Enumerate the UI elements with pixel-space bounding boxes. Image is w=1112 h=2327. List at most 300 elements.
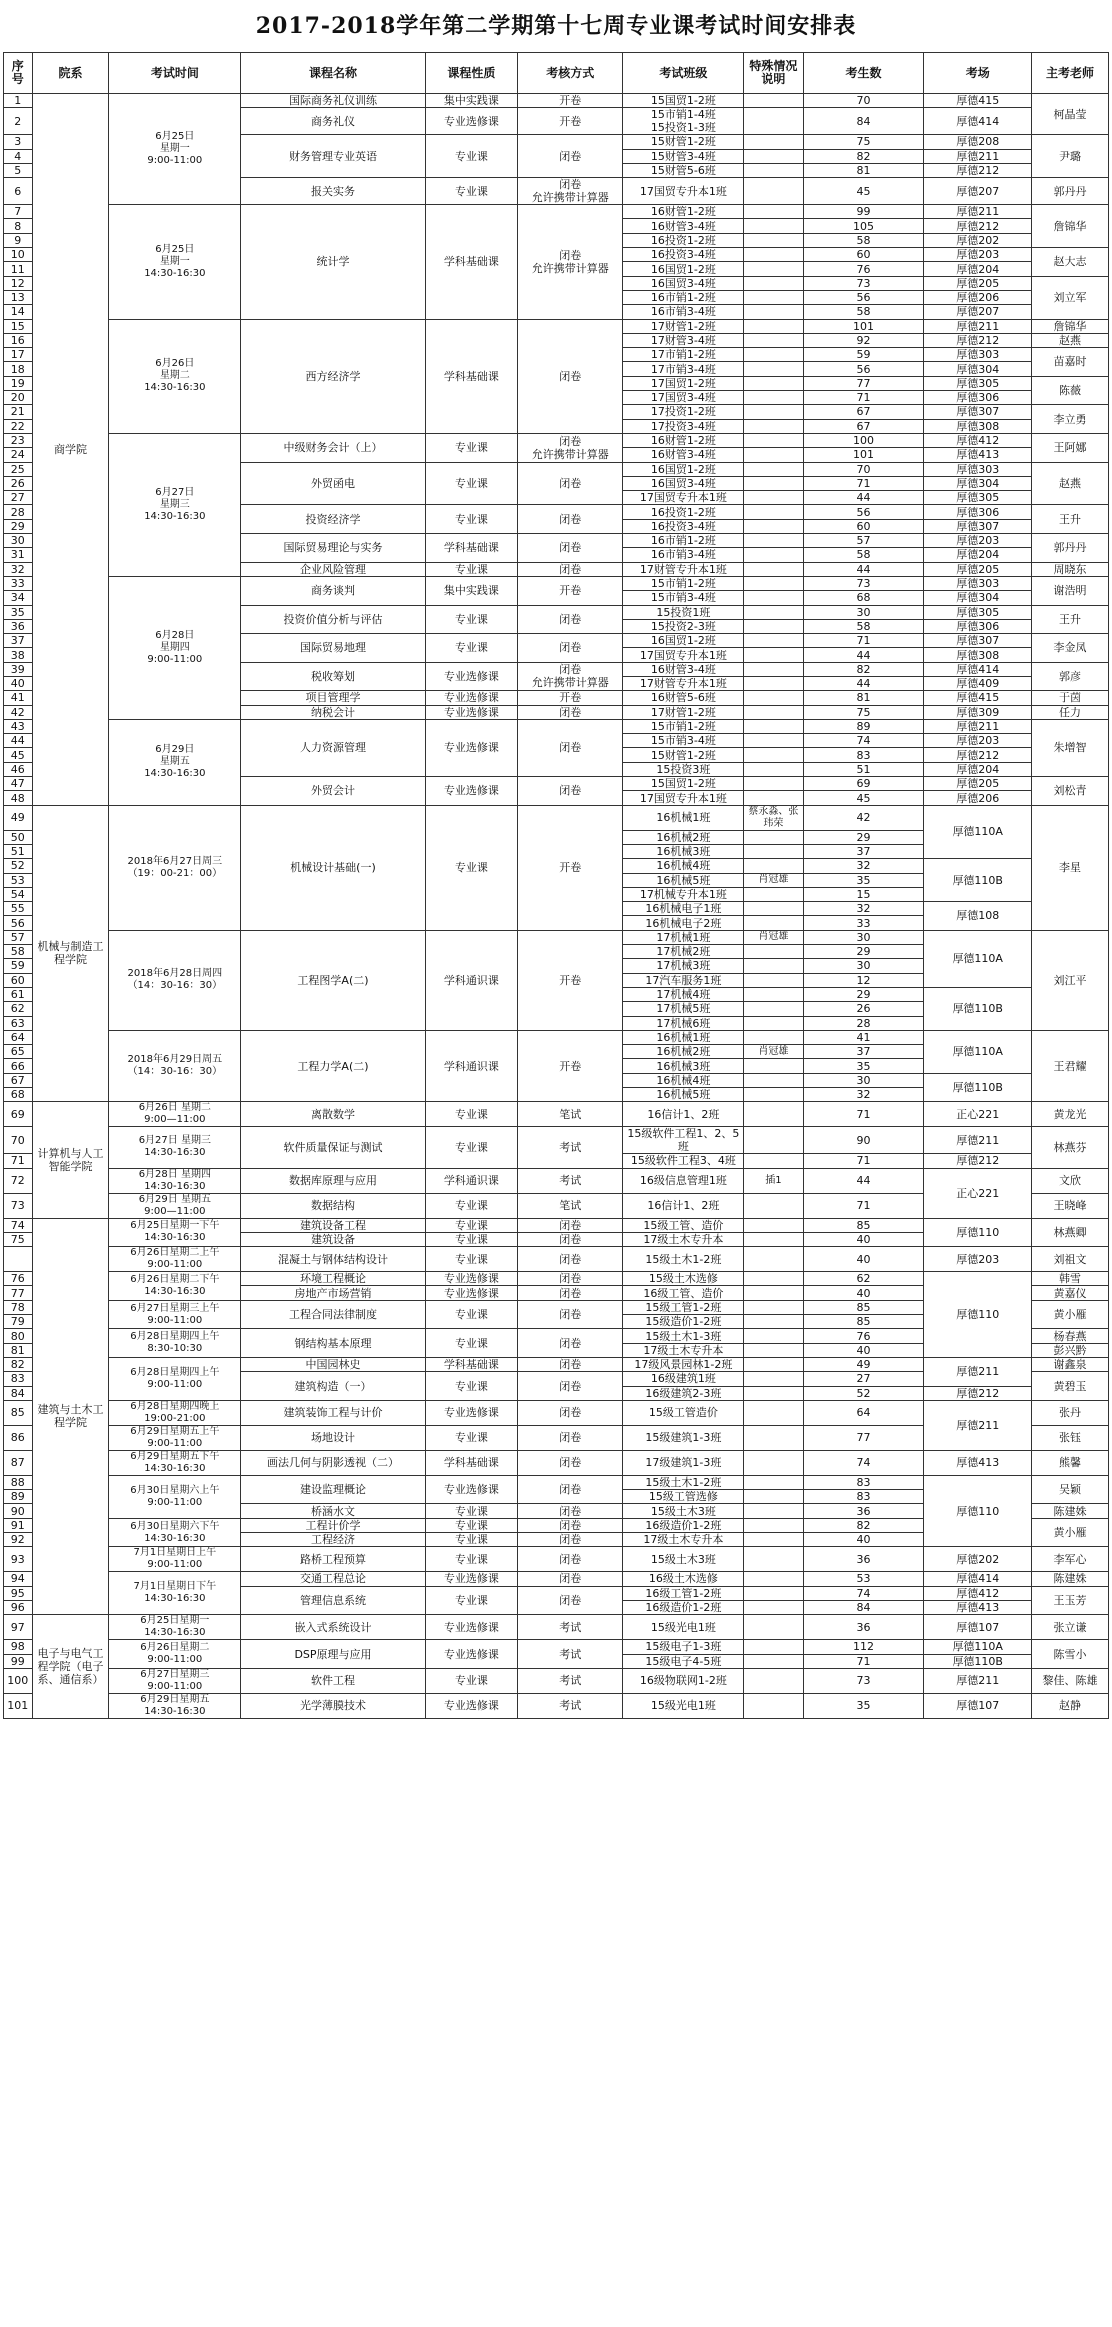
- cell-special-note: [744, 705, 803, 719]
- cell-student-count: 30: [803, 959, 924, 973]
- cell-course-type: 学科通识课: [425, 1030, 517, 1101]
- header-exam-class: 考试班级: [623, 53, 744, 94]
- cell-student-count: 105: [803, 219, 924, 233]
- cell-special-note: [744, 348, 803, 362]
- cell-student-count: 41: [803, 1030, 924, 1044]
- cell-examiner: 李立勇: [1032, 405, 1109, 434]
- cell-exam-room: 厚德110A: [924, 1030, 1032, 1073]
- cell-department: 计算机与人工智能学院: [32, 1102, 109, 1218]
- cell-examiner: 任力: [1032, 705, 1109, 719]
- cell-exam-method: 闭卷: [518, 1450, 623, 1475]
- cell-index: [4, 1247, 33, 1272]
- cell-exam-class: 17机械2班: [623, 945, 744, 959]
- cell-index: 85: [4, 1400, 33, 1425]
- cell-course-type: 专业课: [425, 805, 517, 930]
- cell-special-note: 肖冠雄: [744, 873, 803, 887]
- cell-course-name: 混凝土与钢体结构设计: [241, 1247, 426, 1272]
- cell-course-type: 专业选修课: [425, 1400, 517, 1425]
- cell-course-name: 国际贸易理论与实务: [241, 534, 426, 563]
- cell-special-note: 插1: [744, 1168, 803, 1193]
- table-row: [4, 1547, 1109, 1572]
- cell-course-name: 管理信息系统: [241, 1586, 426, 1615]
- cell-exam-class: 17国贸专升本1班: [623, 491, 744, 505]
- cell-index: 71: [4, 1154, 33, 1168]
- cell-exam-class: 16投资3-4班: [623, 519, 744, 533]
- cell-special-note: [744, 1654, 803, 1668]
- cell-exam-class: 15市销1-4班 15投资1-3班: [623, 108, 744, 135]
- cell-exam-room: 厚德110B: [924, 1073, 1032, 1102]
- cell-exam-room: 厚德307: [924, 634, 1032, 648]
- cell-exam-room: 厚德307: [924, 405, 1032, 419]
- cell-exam-class: 17投资1-2班: [623, 405, 744, 419]
- cell-exam-method: 考试: [518, 1693, 623, 1718]
- cell-special-note: [744, 1586, 803, 1600]
- cell-exam-room: 厚德110A: [924, 805, 1032, 859]
- cell-special-note: [744, 777, 803, 791]
- cell-special-note: [744, 319, 803, 333]
- cell-exam-class: 15级土木3班: [623, 1547, 744, 1572]
- cell-exam-class: 16机械1班: [623, 805, 744, 830]
- cell-student-count: 84: [803, 1600, 924, 1614]
- cell-exam-time: 2018年6月27日周三 （19：00-21：00）: [109, 805, 241, 930]
- cell-course-type: 专业课: [425, 1533, 517, 1547]
- cell-exam-method: 闭卷: [518, 705, 623, 719]
- cell-examiner: 柯晶莹: [1032, 94, 1109, 135]
- cell-exam-room: 厚德415: [924, 691, 1032, 705]
- cell-exam-room: 厚德414: [924, 108, 1032, 135]
- cell-exam-class: 17财管专升本1班: [623, 562, 744, 576]
- cell-exam-class: 15级建筑1-3班: [623, 1425, 744, 1450]
- cell-exam-room: 厚德110: [924, 1272, 1032, 1358]
- cell-special-note: [744, 1232, 803, 1246]
- cell-course-type: 专业课: [425, 605, 517, 634]
- cell-index: 78: [4, 1300, 33, 1314]
- cell-exam-method: 闭卷: [518, 1572, 623, 1586]
- cell-examiner: 刘江平: [1032, 930, 1109, 1030]
- cell-student-count: 44: [803, 648, 924, 662]
- cell-student-count: 32: [803, 902, 924, 916]
- cell-exam-class: 15市销1-2班: [623, 719, 744, 733]
- cell-exam-class: 17市销1-2班: [623, 348, 744, 362]
- cell-index: 2: [4, 108, 33, 135]
- cell-special-note: [744, 662, 803, 676]
- cell-special-note: [744, 916, 803, 930]
- cell-examiner: 杨春燕: [1032, 1329, 1109, 1343]
- cell-exam-time: 6月25日星期一下午 14:30-16:30: [109, 1218, 241, 1247]
- cell-exam-method: 考试: [518, 1127, 623, 1168]
- cell-special-note: [744, 94, 803, 108]
- cell-index: 43: [4, 719, 33, 733]
- cell-exam-class: 16财管3-4班: [623, 448, 744, 462]
- cell-examiner: 陈薇: [1032, 376, 1109, 405]
- cell-student-count: 99: [803, 205, 924, 219]
- header-exam-time: 考试时间: [109, 53, 241, 94]
- cell-exam-room: 厚德202: [924, 1547, 1032, 1572]
- table-row: [4, 576, 1109, 590]
- cell-course-name: 场地设计: [241, 1425, 426, 1450]
- cell-exam-method: 闭卷: [518, 1300, 623, 1329]
- cell-exam-method: 闭卷: [518, 1518, 623, 1532]
- cell-student-count: 26: [803, 1002, 924, 1016]
- cell-exam-room: 厚德204: [924, 548, 1032, 562]
- cell-exam-room: 厚德203: [924, 534, 1032, 548]
- cell-exam-class: 15级工管、造价: [623, 1218, 744, 1232]
- cell-student-count: 58: [803, 548, 924, 562]
- cell-student-count: 85: [803, 1315, 924, 1329]
- cell-exam-class: 16级物联网1-2班: [623, 1668, 744, 1693]
- cell-index: 74: [4, 1218, 33, 1232]
- cell-student-count: 71: [803, 1193, 924, 1218]
- cell-student-count: 32: [803, 1088, 924, 1102]
- cell-index: 21: [4, 405, 33, 419]
- cell-exam-class: 16机械2班: [623, 830, 744, 844]
- cell-exam-class: 17机械4班: [623, 987, 744, 1001]
- cell-exam-time: 6月30日星期六上午 9:00-11:00: [109, 1475, 241, 1518]
- cell-course-name: 企业风险管理: [241, 562, 426, 576]
- cell-exam-room: 厚德413: [924, 1450, 1032, 1475]
- cell-special-note: [744, 262, 803, 276]
- cell-exam-time: 6月25日星期一 14:30-16:30: [109, 1615, 241, 1640]
- cell-course-type: 专业课: [425, 178, 517, 205]
- header-index: 序号: [4, 53, 33, 94]
- cell-student-count: 82: [803, 1518, 924, 1532]
- cell-exam-room: 厚德108: [924, 902, 1032, 931]
- cell-index: 31: [4, 548, 33, 562]
- cell-exam-time: 6月30日星期六下午 14:30-16:30: [109, 1518, 241, 1547]
- cell-course-type: 学科基础课: [425, 534, 517, 563]
- cell-exam-time: 6月28日星期四上午 9:00-11:00: [109, 1357, 241, 1400]
- cell-index: 53: [4, 873, 33, 887]
- cell-course-type: 专业选修课: [425, 719, 517, 776]
- cell-student-count: 83: [803, 1475, 924, 1489]
- cell-course-type: 专业选修课: [425, 1272, 517, 1286]
- cell-exam-method: 闭卷: [518, 1547, 623, 1572]
- cell-exam-time: 6月28日星期四晚上 19:00-21:00: [109, 1400, 241, 1425]
- cell-index: 90: [4, 1504, 33, 1518]
- cell-student-count: 28: [803, 1016, 924, 1030]
- cell-special-note: [744, 634, 803, 648]
- cell-index: 47: [4, 777, 33, 791]
- cell-special-note: [744, 691, 803, 705]
- cell-exam-class: 16投资1-2班: [623, 505, 744, 519]
- cell-student-count: 77: [803, 376, 924, 390]
- header-course-name: 课程名称: [241, 53, 426, 94]
- cell-student-count: 89: [803, 719, 924, 733]
- cell-special-note: [744, 1329, 803, 1343]
- cell-exam-class: 16国贸3-4班: [623, 276, 744, 290]
- cell-index: 13: [4, 290, 33, 304]
- cell-student-count: 30: [803, 605, 924, 619]
- cell-student-count: 81: [803, 163, 924, 177]
- cell-exam-class: 16财管3-4班: [623, 662, 744, 676]
- cell-special-note: [744, 1640, 803, 1654]
- cell-examiner: 陈建姝: [1032, 1572, 1109, 1586]
- cell-special-note: [744, 748, 803, 762]
- cell-exam-class: 17国贸专升本1班: [623, 178, 744, 205]
- cell-student-count: 36: [803, 1504, 924, 1518]
- cell-course-name: 人力资源管理: [241, 719, 426, 776]
- cell-student-count: 76: [803, 1329, 924, 1343]
- cell-exam-room: 厚德204: [924, 262, 1032, 276]
- cell-exam-method: 闭卷: [518, 1232, 623, 1246]
- cell-student-count: 44: [803, 562, 924, 576]
- cell-course-name: 纳税会计: [241, 705, 426, 719]
- cell-exam-time: 7月1日星期日上午 9:00-11:00: [109, 1547, 241, 1572]
- cell-course-type: 专业课: [425, 1329, 517, 1358]
- cell-examiner: 张立谦: [1032, 1615, 1109, 1640]
- cell-special-note: [744, 433, 803, 447]
- cell-student-count: 58: [803, 233, 924, 247]
- cell-exam-class: 15财管3-4班: [623, 149, 744, 163]
- cell-exam-room: 厚德110A: [924, 1640, 1032, 1654]
- cell-exam-room: 正心221: [924, 1168, 1032, 1218]
- cell-index: 46: [4, 762, 33, 776]
- cell-course-name: 光学薄膜技术: [241, 1693, 426, 1718]
- cell-index: 45: [4, 748, 33, 762]
- cell-examiner: 王升: [1032, 605, 1109, 634]
- cell-exam-time: 6月25日 星期一 14:30-16:30: [109, 205, 241, 319]
- cell-special-note: [744, 1286, 803, 1300]
- cell-course-type: 专业选修课: [425, 1475, 517, 1504]
- cell-course-type: 专业课: [425, 1218, 517, 1232]
- cell-examiner: 朱增智: [1032, 719, 1109, 776]
- cell-student-count: 74: [803, 1586, 924, 1600]
- cell-exam-room: 厚德303: [924, 348, 1032, 362]
- cell-special-note: [744, 734, 803, 748]
- cell-course-type: 专业课: [425, 1102, 517, 1127]
- cell-course-name: 工程经济: [241, 1533, 426, 1547]
- cell-exam-class: 15级土木1-2班: [623, 1247, 744, 1272]
- cell-course-name: 机械设计基础(一): [241, 805, 426, 930]
- table-row: [4, 1450, 1109, 1475]
- cell-exam-method: 笔试: [518, 1102, 623, 1127]
- cell-index: 83: [4, 1372, 33, 1386]
- cell-examiner: 韩雪: [1032, 1272, 1109, 1286]
- cell-special-note: 肖冠雄: [744, 930, 803, 944]
- cell-exam-room: 厚德107: [924, 1693, 1032, 1718]
- cell-student-count: 45: [803, 791, 924, 805]
- table-row: [4, 319, 1109, 333]
- cell-student-count: 12: [803, 973, 924, 987]
- cell-student-count: 49: [803, 1357, 924, 1371]
- cell-student-count: 56: [803, 290, 924, 304]
- cell-index: 33: [4, 576, 33, 590]
- cell-student-count: 15: [803, 887, 924, 901]
- cell-index: 92: [4, 1533, 33, 1547]
- cell-student-count: 85: [803, 1218, 924, 1232]
- cell-special-note: [744, 462, 803, 476]
- cell-special-note: [744, 1016, 803, 1030]
- cell-special-note: [744, 605, 803, 619]
- cell-exam-room: 厚德211: [924, 1400, 1032, 1450]
- cell-index: 100: [4, 1668, 33, 1693]
- cell-special-note: [744, 491, 803, 505]
- cell-exam-room: 厚德211: [924, 1357, 1032, 1386]
- cell-student-count: 70: [803, 94, 924, 108]
- cell-special-note: [744, 419, 803, 433]
- cell-student-count: 71: [803, 634, 924, 648]
- cell-examiner: 林燕卿: [1032, 1218, 1109, 1247]
- cell-exam-room: 厚德203: [924, 734, 1032, 748]
- cell-index: 34: [4, 591, 33, 605]
- cell-student-count: 71: [803, 1154, 924, 1168]
- cell-exam-room: 厚德413: [924, 448, 1032, 462]
- cell-student-count: 83: [803, 1490, 924, 1504]
- cell-exam-class: 17国贸1-2班: [623, 376, 744, 390]
- cell-course-type: 集中实践课: [425, 576, 517, 605]
- cell-exam-method: 闭卷: [518, 319, 623, 433]
- cell-exam-room: 厚德414: [924, 662, 1032, 676]
- cell-special-note: 蔡永淼、张玮荣: [744, 805, 803, 830]
- cell-student-count: 75: [803, 705, 924, 719]
- cell-special-note: [744, 1615, 803, 1640]
- cell-course-name: 软件质量保证与测试: [241, 1127, 426, 1168]
- cell-examiner: 王君耀: [1032, 1030, 1109, 1101]
- cell-exam-method: 闭卷 允许携带计算器: [518, 433, 623, 462]
- cell-course-type: 专业课: [425, 433, 517, 462]
- cell-special-note: [744, 135, 803, 149]
- table-row: [4, 94, 1109, 108]
- cell-course-type: 学科基础课: [425, 1357, 517, 1371]
- cell-course-type: 专业选修课: [425, 777, 517, 806]
- cell-index: 36: [4, 619, 33, 633]
- cell-exam-room: 厚德305: [924, 605, 1032, 619]
- cell-exam-method: 开卷: [518, 576, 623, 605]
- cell-exam-class: 16级造价1-2班: [623, 1600, 744, 1614]
- cell-course-type: 专业课: [425, 1372, 517, 1401]
- cell-student-count: 84: [803, 108, 924, 135]
- cell-exam-method: 开卷: [518, 108, 623, 135]
- cell-examiner: 李军心: [1032, 1547, 1109, 1572]
- cell-course-name: 建筑装饰工程与计价: [241, 1400, 426, 1425]
- cell-special-note: [744, 519, 803, 533]
- cell-exam-method: 闭卷: [518, 1475, 623, 1504]
- cell-exam-time: 6月25日 星期一 9:00-11:00: [109, 94, 241, 205]
- table-row: [4, 205, 1109, 219]
- cell-exam-method: 考试: [518, 1668, 623, 1693]
- cell-index: 51: [4, 844, 33, 858]
- cell-exam-method: 闭卷: [518, 1400, 623, 1425]
- cell-exam-class: 17机械3班: [623, 959, 744, 973]
- cell-exam-room: 厚德412: [924, 433, 1032, 447]
- cell-student-count: 40: [803, 1232, 924, 1246]
- cell-examiner: 王升: [1032, 505, 1109, 534]
- cell-exam-room: 厚德211: [924, 1668, 1032, 1693]
- cell-examiner: 李星: [1032, 805, 1109, 930]
- cell-course-name: 工程力学A(二): [241, 1030, 426, 1101]
- cell-index: 1: [4, 94, 33, 108]
- cell-exam-method: 闭卷: [518, 135, 623, 178]
- header-exam-method: 考核方式: [518, 53, 623, 94]
- cell-course-name: 投资经济学: [241, 505, 426, 534]
- cell-student-count: 81: [803, 691, 924, 705]
- header-course-type: 课程性质: [425, 53, 517, 94]
- cell-student-count: 37: [803, 1045, 924, 1059]
- cell-examiner: 熊馨: [1032, 1450, 1109, 1475]
- cell-index: 63: [4, 1016, 33, 1030]
- cell-exam-room: 厚德304: [924, 362, 1032, 376]
- cell-course-type: 专业选修课: [425, 1693, 517, 1718]
- cell-department: 建筑与土木工程学院: [32, 1218, 109, 1615]
- cell-course-type: 专业课: [425, 1300, 517, 1329]
- cell-special-note: [744, 1247, 803, 1272]
- cell-exam-class: 16机械5班: [623, 1088, 744, 1102]
- cell-exam-room: 厚德309: [924, 705, 1032, 719]
- table-row: [4, 1640, 1109, 1654]
- cell-examiner: 刘祖文: [1032, 1247, 1109, 1272]
- cell-student-count: 44: [803, 1168, 924, 1193]
- cell-course-name: 统计学: [241, 205, 426, 319]
- cell-student-count: 85: [803, 1300, 924, 1314]
- cell-index: 54: [4, 887, 33, 901]
- cell-exam-class: 15级土木1-3班: [623, 1329, 744, 1343]
- cell-course-type: 专业选修课: [425, 108, 517, 135]
- cell-exam-class: 15市销3-4班: [623, 734, 744, 748]
- cell-student-count: 76: [803, 262, 924, 276]
- cell-exam-class: 17国贸专升本1班: [623, 648, 744, 662]
- cell-course-name: 税收筹划: [241, 662, 426, 691]
- cell-special-note: [744, 362, 803, 376]
- cell-exam-room: 厚德207: [924, 178, 1032, 205]
- cell-examiner: 苗嘉时: [1032, 348, 1109, 377]
- cell-index: 70: [4, 1127, 33, 1154]
- cell-index: 94: [4, 1572, 33, 1586]
- cell-exam-room: 厚德212: [924, 219, 1032, 233]
- cell-index: 87: [4, 1450, 33, 1475]
- cell-exam-room: 厚德211: [924, 319, 1032, 333]
- cell-exam-method: 闭卷: [518, 1372, 623, 1401]
- cell-exam-class: 16机械1班: [623, 1030, 744, 1044]
- cell-course-name: 钢结构基本原理: [241, 1329, 426, 1358]
- cell-exam-room: 厚德308: [924, 419, 1032, 433]
- cell-special-note: [744, 1547, 803, 1572]
- cell-exam-method: 闭卷: [518, 634, 623, 663]
- cell-exam-room: 厚德306: [924, 391, 1032, 405]
- cell-course-type: 专业课: [425, 1518, 517, 1532]
- cell-exam-room: 厚德110A: [924, 930, 1032, 987]
- cell-exam-time: 6月26日 星期二 14:30-16:30: [109, 319, 241, 433]
- cell-exam-class: 16级建筑1班: [623, 1372, 744, 1386]
- cell-exam-method: 开卷: [518, 805, 623, 930]
- cell-student-count: 29: [803, 945, 924, 959]
- cell-exam-time: 6月27日 星期三 14:30-16:30: [109, 1127, 241, 1168]
- cell-student-count: 42: [803, 805, 924, 830]
- cell-student-count: 35: [803, 1059, 924, 1073]
- cell-exam-class: 15级软件工程1、2、5班: [623, 1127, 744, 1154]
- cell-student-count: 74: [803, 1450, 924, 1475]
- cell-special-note: [744, 1450, 803, 1475]
- cell-examiner: 王阿娜: [1032, 433, 1109, 462]
- cell-examiner: 吴颖: [1032, 1475, 1109, 1504]
- cell-special-note: [744, 973, 803, 987]
- cell-exam-room: 厚德206: [924, 791, 1032, 805]
- cell-course-name: 中国园林史: [241, 1357, 426, 1371]
- cell-exam-class: 17级建筑1-3班: [623, 1450, 744, 1475]
- cell-exam-class: 17级土木专升本: [623, 1232, 744, 1246]
- cell-exam-room: 厚德211: [924, 205, 1032, 219]
- table-row: [4, 1615, 1109, 1640]
- cell-examiner: 文欣: [1032, 1168, 1109, 1193]
- table-body: [4, 94, 1109, 1719]
- cell-special-note: [744, 1425, 803, 1450]
- cell-exam-class: 17国贸3-4班: [623, 391, 744, 405]
- cell-exam-room: 厚德303: [924, 576, 1032, 590]
- cell-special-note: [744, 1357, 803, 1371]
- cell-student-count: 56: [803, 362, 924, 376]
- cell-exam-time: 7月1日星期日下午 14:30-16:30: [109, 1572, 241, 1615]
- cell-course-type: 专业选修课: [425, 1640, 517, 1669]
- cell-exam-room: 厚德212: [924, 1154, 1032, 1168]
